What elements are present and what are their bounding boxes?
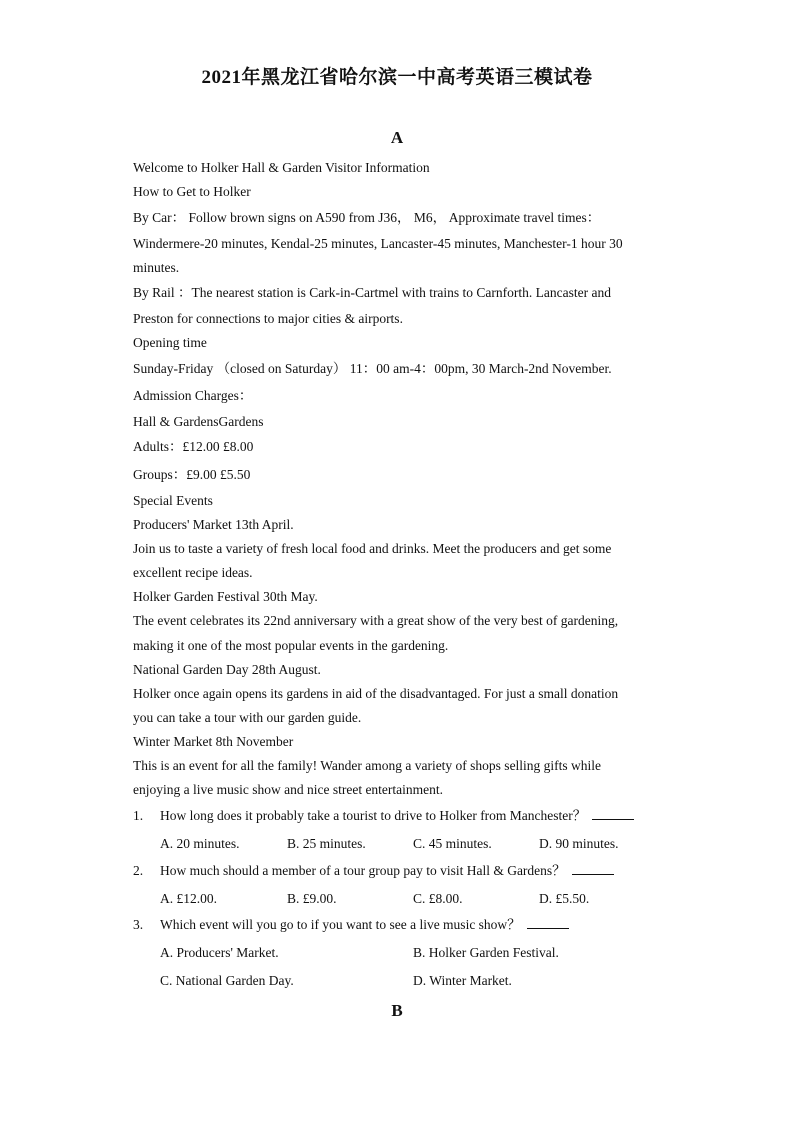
- section-b-heading: B: [391, 1001, 403, 1020]
- passage-line: This is an event for all the family! Wander among a variety of shops selling gifts while: [133, 758, 602, 773]
- question-number: 1.: [133, 808, 144, 823]
- question-text: How much should a member of a tour group pay to visit Hall & Gardens？: [160, 863, 566, 878]
- option-b: B. Holker Garden Festival.: [413, 945, 559, 960]
- passage-line: Admission Charges：: [133, 388, 253, 403]
- passage-line: Holker once again opens its gardens in aid of the disadvantaged. For just a small donation: [133, 686, 619, 701]
- option-b: B. £9.00.: [287, 891, 337, 906]
- passage-line: Windermere-20 minutes, Kendal-25 minutes, Lancaster-45 minutes, Manchester-1 hour 30: [133, 236, 623, 251]
- passage-line: you can take a tour with our garden guide.: [133, 710, 362, 725]
- option-c: C. £8.00.: [413, 891, 463, 906]
- option-a: A. 20 minutes.: [160, 836, 240, 851]
- passage-line: The event celebrates its 22nd anniversary with a great show of the very best of gardening,: [133, 613, 619, 628]
- passage-line: By Car： Follow brown signs on A590 from J36， M6， Approximate travel times：: [133, 210, 601, 225]
- passage-line: Hall & GardensGardens: [133, 414, 264, 429]
- passage-line: Groups：£9.00 £5.50: [133, 467, 251, 482]
- passage-line: Sunday-Friday （closed on Saturday） 11：00 am-4：00pm, 30 March-2nd November.: [133, 361, 612, 376]
- section-a-heading: A: [390, 128, 404, 147]
- passage-line: Special Events: [133, 493, 213, 508]
- option-d: D. 90 minutes.: [539, 836, 619, 851]
- option-d: D. £5.50.: [539, 891, 590, 906]
- passage-line: Winter Market 8th November: [133, 734, 294, 749]
- passage-line: excellent recipe ideas.: [133, 565, 253, 580]
- option-d: D. Winter Market.: [413, 973, 512, 988]
- passage-line: Adults：£12.00 £8.00: [133, 439, 254, 454]
- answer-blank: [572, 862, 614, 875]
- passage-line: Holker Garden Festival 30th May.: [133, 589, 318, 604]
- question-2: [133, 861, 614, 881]
- option-c: C. 45 minutes.: [413, 836, 492, 851]
- answer-blank: [592, 807, 634, 820]
- passage-line: National Garden Day 28th August.: [133, 662, 321, 677]
- passage-line: Welcome to Holker Hall & Garden Visitor Information: [133, 160, 430, 175]
- option-b: B. 25 minutes.: [287, 836, 366, 851]
- question-number: 3.: [133, 917, 144, 932]
- passage-line: Join us to taste a variety of fresh local food and drinks. Meet the producers and get some: [133, 541, 612, 556]
- option-a: A. £12.00.: [160, 891, 217, 906]
- option-c: C. National Garden Day.: [160, 973, 294, 988]
- passage-line: Producers' Market 13th April.: [133, 517, 294, 532]
- passage-line: By Rail ：The nearest station is Cark-in-Cartmel with trains to Carnforth. Lancaster and: [133, 285, 611, 300]
- page-title: 2021年黑龙江省哈尔滨一中高考英语三模试卷: [201, 67, 593, 88]
- question-3: [133, 915, 569, 935]
- option-a: A. Producers' Market.: [160, 945, 279, 960]
- passage-line: minutes.: [133, 260, 180, 275]
- passage-line: Preston for connections to major cities & airports.: [133, 311, 403, 326]
- passage-line: Opening time: [133, 335, 207, 350]
- question-text: Which event will you go to if you want to see a live music show？: [160, 917, 521, 932]
- question-text: How long does it probably take a tourist to drive to Holker from Manchester？: [160, 808, 587, 823]
- question-number: 2.: [133, 863, 144, 878]
- passage-line: How to Get to Holker: [133, 184, 251, 199]
- passage-line: enjoying a live music show and nice street entertainment.: [133, 782, 444, 797]
- question-1: [133, 806, 634, 826]
- passage-line: making it one of the most popular events in the gardening.: [133, 638, 449, 653]
- answer-blank: [527, 916, 569, 929]
